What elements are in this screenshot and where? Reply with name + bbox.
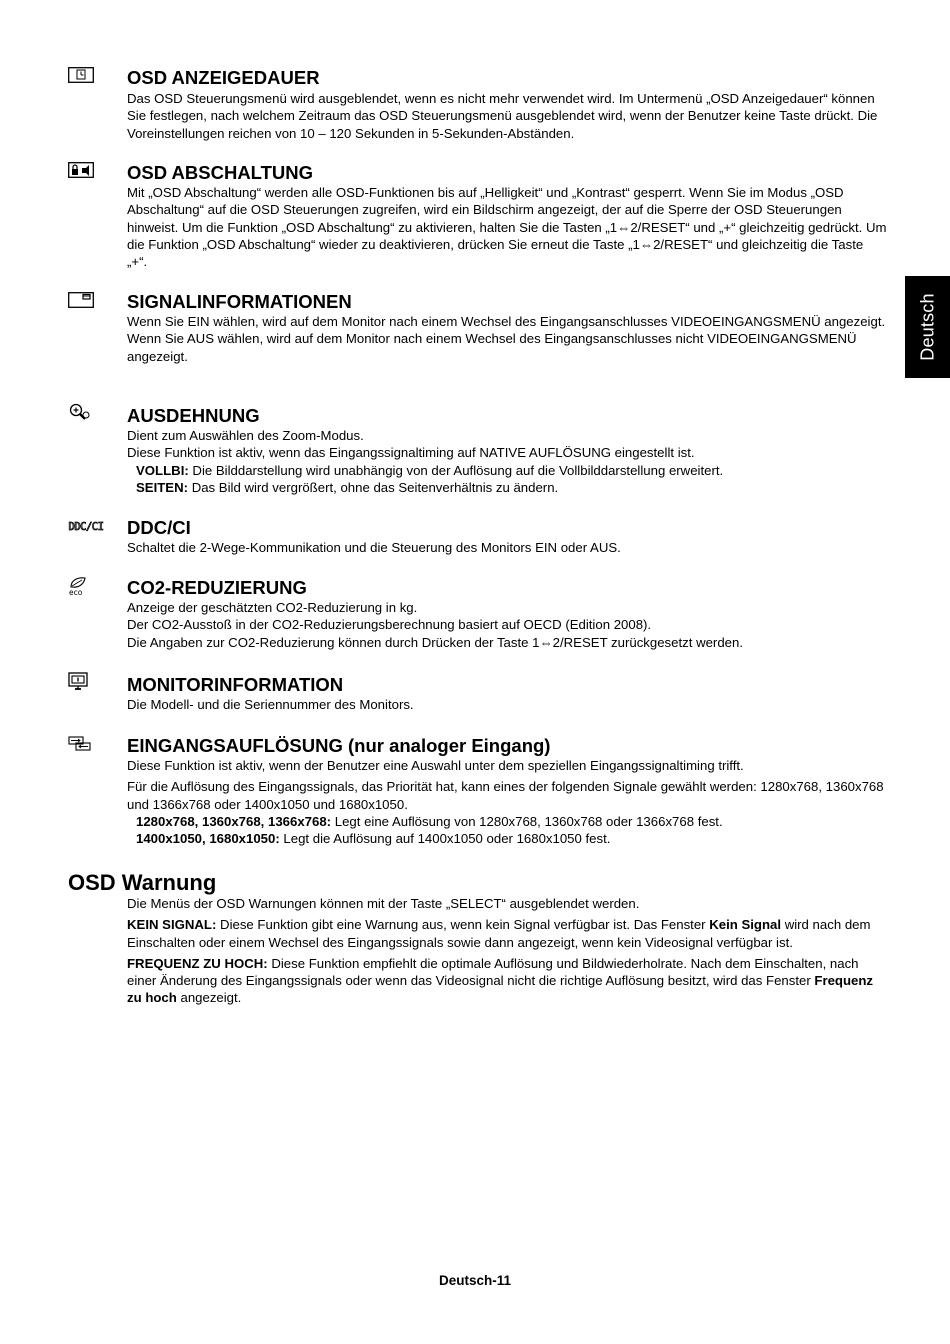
section-line: Der CO2-Ausstoß in der CO2-Reduzierungsberechnung basiert auf OECD (Edition 2008). [127, 617, 652, 633]
page-number: Deutsch-11 [438, 1273, 512, 1288]
option-line [127, 830, 887, 847]
option-text: Legt eine Auflösung von 1280x768, 1360x768 oder 1366x768 fest. [331, 813, 723, 829]
section-body [127, 427, 887, 496]
kein-signal-label: KEIN SIGNAL: [127, 917, 217, 933]
section-line: Wenn Sie EIN wählen, wird auf dem Monitor nach einem Wechsel des Eingangsanschlusses VIDEOEINGANGSMENÜ angezeigt. [127, 314, 886, 329]
section-line: Diese Funktion ist aktiv, wenn das Eingangssignaltiming auf NATIVE AUFLÖSUNG eingestellt ist. [127, 445, 695, 461]
warnung-kein-signal [127, 916, 887, 951]
section-text: Schaltet die 2-Wege-Kommunikation und die Steuerung des Monitors EIN oder AUS. [127, 540, 621, 555]
warnung-frequenz [127, 955, 887, 1007]
frequenz-window-name: Frequenz zu hoch [127, 973, 874, 1006]
zoom-icon [68, 403, 94, 421]
section-title: SIGNALINFORMATIONEN [127, 291, 352, 312]
section-title: MONITORINFORMATION [127, 674, 344, 695]
ddc-ci-icon [68, 517, 104, 535]
section-body [127, 313, 887, 365]
kein-signal-window-name: Kein Signal [709, 917, 782, 933]
section-body [127, 539, 887, 556]
monitor-info-icon [68, 672, 94, 690]
osd-timer-icon [68, 67, 94, 85]
option-text: Legt die Auflösung auf 1400x1050 oder 1680x1050 fest. [279, 831, 611, 847]
section-text: Mit „OSD Abschaltung“ werden alle OSD-Funktionen bis auf „Helligkeit“ und „Kontrast“ gesperrt. Wenn Sie im Modus „OSD Abschaltung“ auf die OSD Steuerungen zugreifen, wird ein Bildschirm angezeigt, der auf die Sperre der OSD Steuerungen hinweist. Um die Funktion „OSD Abschaltung“ zu aktivieren, halten Sie die Tasten „1⇔2/RESET“ und „+“ gleichzeitig gedrückt. Um die Funktion „OSD Abschaltung“ wieder zu deaktivieren, drücken Sie erneut die Taste „1⇔2/RESET“ und gleichzeitig die Taste „+“. [127, 185, 887, 270]
option-label: VOLLBI: [136, 462, 189, 478]
eco-icon-text: eco [69, 588, 83, 597]
language-side-tab [905, 276, 950, 378]
osd-warnung-body [127, 895, 887, 1007]
section-body [127, 184, 887, 270]
section-body [127, 599, 887, 651]
kein-signal-text: Diese Funktion gibt eine Warnung aus, wenn kein Signal verfügbar ist. Das Fenster [216, 917, 710, 933]
section-text: Das OSD Steuerungsmenü wird ausgeblendet, wenn es nicht mehr verwendet wird. Im Untermenü „OSD Anzeigedauer“ können Sie festlegen, nach welchem Zeitraum das OSD Steuerungsmenü ausgeblendet wird, wenn der Benutzer keine Taste drückt. Die Voreinstellungen reichen von 10 – 120 Sekunden in 5-Sekunden-Abständen. [127, 91, 878, 141]
section-title: CO2-REDUZIERUNG [127, 577, 307, 598]
eco-leaf-icon [68, 576, 94, 597]
section-title: OSD ANZEIGEDAUER [127, 67, 320, 88]
section-body [127, 757, 887, 847]
option-text: Die Bilddarstellung wird unabhängig von der Auflösung auf die Vollbilddarstellung erweitert. [188, 462, 724, 478]
section-body [127, 90, 887, 142]
section-text: Die Modell- und die Seriennummer des Monitors. [127, 697, 414, 712]
option-line [127, 462, 887, 479]
language-tab-label: Deutsch [917, 293, 937, 361]
option-label: SEITEN: [136, 479, 189, 495]
section-line: Anzeige der geschätzten CO2-Reduzierung in kg. [127, 600, 418, 615]
option-label: 1400x1050, 1680x1050: [136, 831, 280, 847]
option-text: Das Bild wird vergrößert, ohne das Seitenverhältnis zu ändern. [188, 479, 559, 495]
frequenz-text-cont: angezeigt. [176, 990, 242, 1006]
section-line: Dient zum Auswählen des Zoom-Modus. [127, 428, 364, 443]
frequenz-text: Diese Funktion empfiehlt die optimale Auflösung und Bildwiederholrate. Nach dem Einschalten, nach einer Änderung des Eingangssignals oder wenn das Videosignal nicht die richtige Auflösung besitzt, wird das Fenster [127, 955, 859, 989]
section-title: AUSDEHNUNG [127, 405, 260, 426]
section-title: OSD ABSCHALTUNG [127, 162, 314, 183]
frequenz-label: FREQUENZ ZU HOCH: [127, 955, 268, 971]
section-title: DDC/CI [127, 517, 191, 538]
section-title: EINGANGSAUFLÖSUNG (nur analoger Eingang) [127, 735, 551, 756]
section-line: Für die Auflösung des Eingangssignals, das Priorität hat, kann eines der folgenden Signale gewählt werden: 1280x768, 1360x768 und 1366x768 oder 1400x1050 und 1680x1050. [127, 779, 884, 812]
warnung-intro: Die Menüs der OSD Warnungen können mit der Taste „SELECT“ ausgeblendet werden. [127, 896, 640, 911]
osd-warnung-heading: OSD Warnung [68, 870, 217, 895]
section-line: Wenn Sie AUS wählen, wird auf dem Monitor nach einem Wechsel des Eingangsanschlusses nicht VIDEOEINGANGSMENÜ angezeigt. [127, 331, 857, 364]
section-line: Diese Funktion ist aktiv, wenn der Benutzer eine Auswahl unter dem speziellen Eingangssignaltiming trifft. [127, 758, 744, 773]
section-body [127, 696, 887, 713]
option-label: 1280x768, 1360x768, 1366x768: [136, 813, 332, 829]
option-line [127, 479, 887, 496]
input-resolution-icon [68, 736, 94, 754]
section-line: Die Angaben zur CO2-Reduzierung können durch Drücken der Taste 1⇔2/RESET zurückgesetzt werden. [127, 634, 743, 650]
kein-signal-text-cont: wird nach dem Einschalten oder einem Wechsel des Eingangssignals sowie dann angezeigt, wenn kein Videosignal verfügbar ist. [127, 917, 871, 950]
lock-icon [68, 162, 94, 180]
option-line [127, 813, 887, 830]
signal-window-icon [68, 292, 94, 310]
ddc-ci-icon-text: DDC/CI [68, 521, 104, 533]
